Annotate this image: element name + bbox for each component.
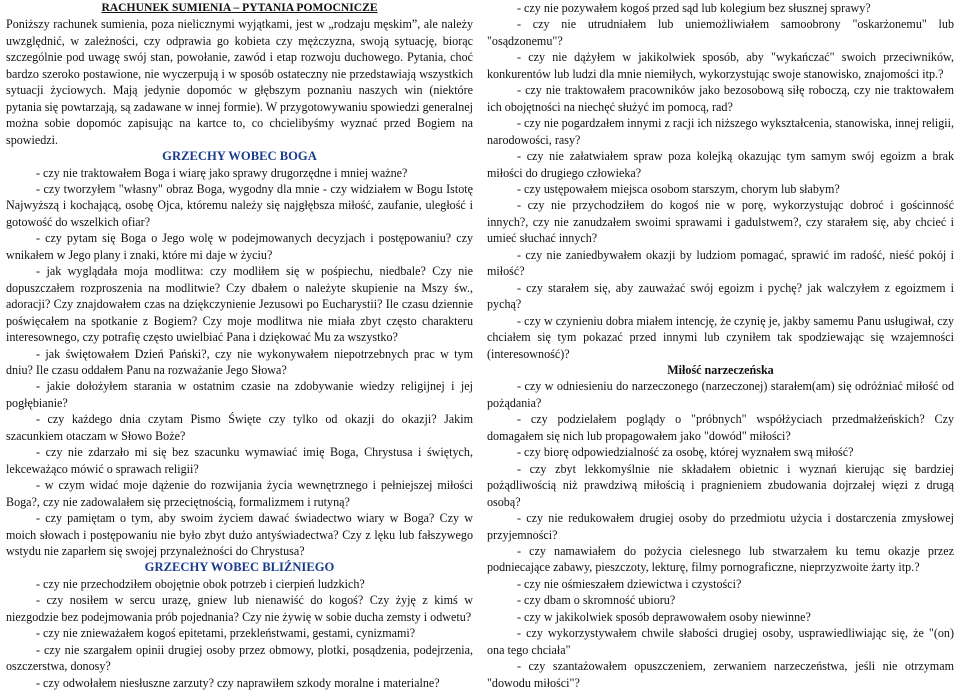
question-item: - czy biorę odpowiedzialność za osobę, której wyznałem swą miłość?	[517, 445, 854, 460]
question-item: - czy nie zaniedbywałem okazji by ludziom pomagać, sprawić im radość, nieść pokój i miłość?	[487, 247, 954, 279]
question-item: - czy w czynieniu dobra miałem intencję, że czynię je, jakby samemu Panu usługiwał, czy chciałem się tym pokazać przed innymi lub czyniłem tak spodziewając się wzajemności (interesowność)?	[487, 313, 954, 361]
left-column	[6, 0, 473, 690]
question-item: - czy wykorzystywałem chwile słabości drugiej osoby, usprawiedliwiając się, że "(on) ona tego chciała"	[487, 626, 954, 657]
question-item: - czy zbyt lekkomyślnie nie składałem obietnic i wyznań kierując się bardziej pożądliwością niż prawdziwą miłością i pragnieniem zbudowania dojrzałej więzi z drugą osobą?	[487, 461, 954, 509]
question-item: - czy każdego dnia czytam Pismo Święte czy tylko od okazji do okazji? Jakim szacunkiem otaczam w Słowo Boże?	[6, 412, 473, 443]
question-item: - w czym widać moje dążenie do rozwijania życia wewnętrznego i pełniejszej miłości Boga?, czy nie zadowalałem się przeciętnością, formalizmem i rutyną?	[6, 478, 473, 509]
question-item: - czy starałem się, aby zauważać swój egoizm i pychę? jak walczyłem z egoizmem i pychą?	[487, 280, 954, 312]
question-item: - czy podzielałem poglądy o "próbnych" współżyciach przedmałżeńskich? Czy domagałem się nich lub propagowałem jako "dowód" miłości?	[487, 412, 954, 443]
question-item: - czy nie przechodziłem obojętnie obok potrzeb i cierpień ludzkich?	[36, 576, 365, 591]
document-title: RACHUNEK SUMIENIA – PYTANIA POMOCNICZE	[101, 1, 378, 14]
question-item: - czy szantażowałem opuszczeniem, zerwaniem narzeczeństwa, jeśli nie otrzymam "dowodu miłości"?	[487, 659, 954, 690]
question-item: - czy nie załatwiałem spraw poza kolejką okazując tym samym swój egoizm a brak miłości do drugiego człowieka?	[487, 149, 954, 180]
section-heading: GRZECHY WOBEC BOGA	[162, 149, 317, 164]
question-item: - czy nie redukowałem drugiej osoby do przedmiotu użycia i dostarczenia zmysłowej przyjemności?	[487, 511, 954, 542]
question-item: - czy tworzyłem "własny" obraz Boga, wygodny dla mnie - czy widziałem w Bogu Istotę Najwyższą i kochającą, osobę Ojca, któremu należy się najgłębsza miłość, zaufanie, uległość i gotowość do wszelkich ofiar?	[6, 181, 473, 229]
question-item: - czy odwołałem niesłuszne zarzuty? czy naprawiłem szkody moralne i materialne?	[36, 675, 440, 690]
question-item: - czy pytam się Boga o Jego wolę w podejmowanych decyzjach i postępowaniu? czy wnikałem w Jego plany i znaki, które mi daje w życiu?	[6, 231, 473, 262]
question-item: - czy nie traktowałem Boga i wiarę jako sprawy drugorzędne i mniej ważne?	[36, 165, 408, 180]
section-heading: GRZECHY WOBEC BLIŹNIEGO	[144, 560, 335, 575]
question-item: - czy namawiałem do pożycia cielesnego lub stwarzałem ku temu okazje przez podniecające zabawy, pieszczoty, lekturę, filmy pornograficzne, nieprzyzwoite żarty itp.?	[487, 543, 954, 575]
question-item: - jak świętowałem Dzień Pański?, czy nie wykonywałem niepotrzebnych prac w tym dniu? Ile czasu oddałem Panu na rozważanie Jego Słowa?	[6, 346, 473, 377]
question-item: - czy nosiłem w sercu urazę, gniew lub nienawiść do kogoś? Czy żyję z kimś w niezgodzie bez podejmowania prób pojednania? Czy nie żywię w sobie ducha zemsty i odwetu?	[6, 593, 473, 624]
section-heading: Miłość narzeczeńska	[667, 362, 774, 377]
question-item: - czy w jakikolwiek sposób deprawowałem osoby niewinne?	[517, 609, 811, 624]
question-item: - czy ustępowałem miejsca osobom starszym, chorym lub słabym?	[517, 181, 840, 196]
question-item: - czy nie przychodziłem do kogoś nie w porę, wykorzystując dobroć i gościnność innych?, czy nie zanudzałem swoimi sprawami i gadulstwem?, czy starałem się, aby chcieć i umieć słuchać innych?	[487, 198, 954, 246]
right-column	[487, 0, 954, 690]
question-item: - czy w odniesieniu do narzeczonego (narzeczonej) starałem(am) się odróżniać miłość od pożądania?	[487, 379, 954, 410]
question-item: - czy nie pozywałem kogoś przed sąd lub kolegium bez słusznej sprawy?	[517, 1, 871, 15]
intro-paragraph: Poniższy rachunek sumienia, poza nielicznymi wyjątkami, jest w „rodzaju męskim”, ale należy uwzględnić, w zależności, czy odprawia go kobieta czy mężczyzna, swoją sytuację, biorąc szczególnie pod uwagę swój stan, powołanie, zawód i etap rozwoju duchowego. Pytania, choć bardzo szeroko postawione, nie wyczerpują i w sposób ostateczny nie przedstawiają wszystkich sytuacji życiowych. Mają jedynie dopomóc w głębszym poznaniu naszych win (niektóre pytania się powtarzają, są zadawane w innej formie). W przygotowywaniu spowiedzi generalnej można sobie dopomóc zapisując na kartce to, co chcielibyśmy wyznać przed Bogiem na spowiedzi.	[6, 17, 473, 147]
question-item: - czy nie ośmieszałem dziewictwa i czystości?	[517, 576, 742, 591]
question-item: - czy nie pogardzałem innymi z racji ich niższego wykształcenia, stanowiska, innej religii, narodowości, rasy?	[487, 116, 954, 147]
question-item: - czy nie szargałem opinii drugiej osoby przez obmowy, plotki, posądzenia, podejrzenia, oszczerstwa, donosy?	[6, 642, 473, 674]
question-item: - czy nie utrudniałem lub uniemożliwiałem samoobrony "oskarżonemu" lub "osądzonemu"?	[487, 17, 954, 48]
question-item: - czy nie znieważałem kogoś epitetami, przekleństwami, gestami, cynizmami?	[36, 626, 416, 641]
question-item: - czy nie dążyłem w jakikolwiek sposób, aby "wykańczać" swoich przeciwników, konkurentów lub ludzi dla mnie niemiłych, wykorzystując swoje stanowisko, znajomości itp.?	[487, 50, 954, 81]
question-item: - czy nie traktowałem pracowników jako bezosobową siłę roboczą, czy nie traktowałem ich obojętności na niechęć służyć im pomocą, rad?	[487, 83, 954, 114]
question-item: - czy nie zdarzało mi się bez szacunku wymawiać imię Boga, Chrystusa i świętych, lekceważąco mówić o sprawach religii?	[6, 445, 473, 476]
question-item: - czy dbam o skromność ubioru?	[517, 593, 676, 608]
question-item: - jak wyglądała moja modlitwa: czy modliłem się w pośpiechu, niedbale? Czy nie dopuszczałem rozproszenia na modlitwie? Czy dbałem o należyte skupienie na Mszy św., adoracji? Czy znajdowałem czas na dziękczynienie Jezusowi po Eucharystii? Ile czasu dziennie poświęcałem na spotkanie z Bogiem? Czy moje modlitwa nie miała zbyt często charakteru interesownego, czy potrafię często uwielbiać Pana i dziękować Mu za wszystko?	[6, 264, 473, 345]
question-item: - jakie dołożyłem starania w ostatnim czasie na zdobywanie wiedzy religijnej i jej pogłębianie?	[6, 379, 473, 410]
question-item: - czy pamiętam o tym, aby swoim życiem dawać świadectwo wiary w Boga? Czy w moich słowach i postępowaniu nie było zbyt dużo antyświadectwa? Czy z lęku lub fałszywego wstydu nie zaparłem się swojej przynależności do Chrystusa?	[6, 511, 473, 558]
